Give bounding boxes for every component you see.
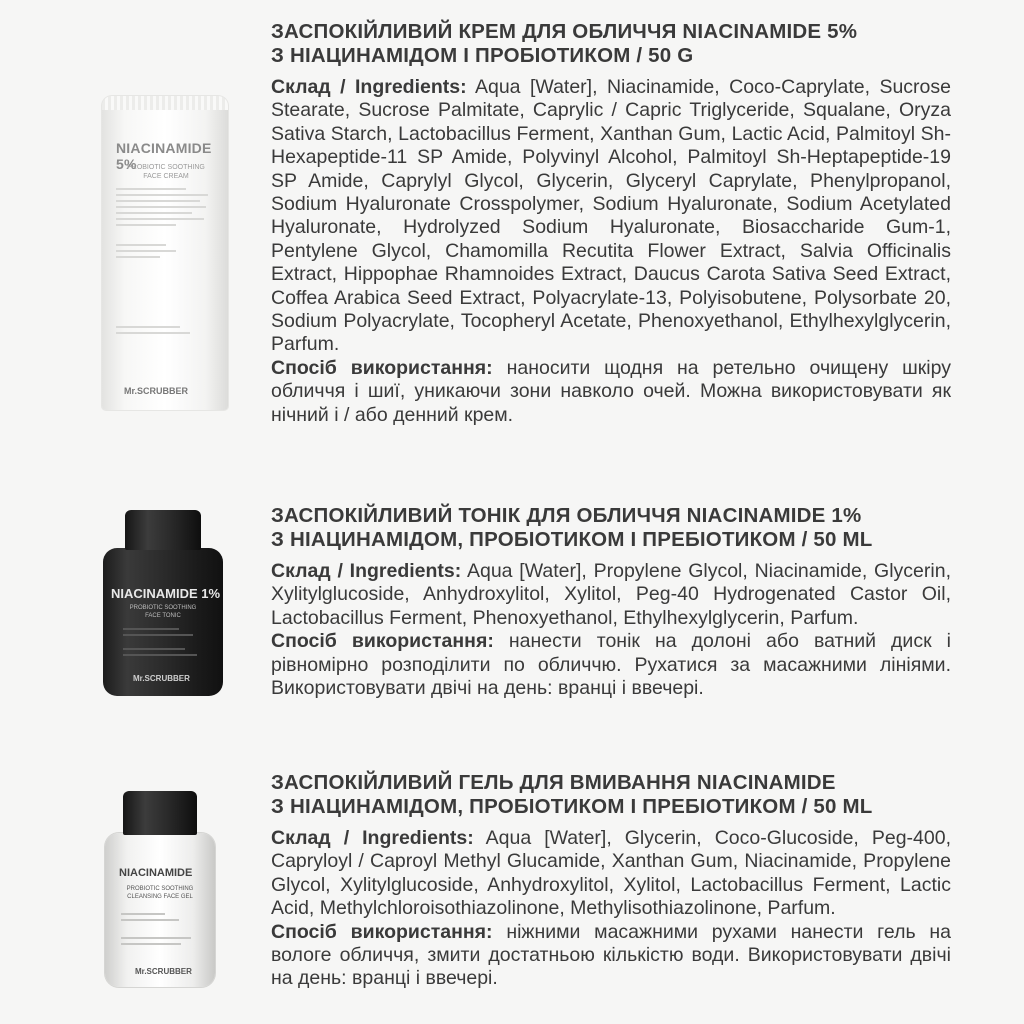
- bottle-cap: [123, 791, 197, 835]
- ingredients-label: Склад / Ingredients:: [271, 827, 474, 849]
- tube-crimp: [102, 96, 228, 110]
- package-logo: Mr.SCRUBBER: [133, 674, 190, 683]
- fine-print-line: [116, 326, 180, 328]
- ingredients-label: Склад / Ingredients:: [271, 560, 462, 582]
- usage-paragraph: [271, 630, 951, 700]
- fine-print-line: [116, 250, 176, 252]
- ingredients-paragraph: [271, 76, 951, 357]
- heading-line-2: З НІАЦИНАМІДОМ, ПРОБІОТИКОМ І ПРЕБІОТИКОМ / 50 ML: [271, 795, 873, 818]
- fine-print-line: [116, 194, 208, 196]
- fine-print-line: [116, 256, 160, 258]
- fine-print-line: [116, 218, 204, 220]
- ingredients-paragraph: [271, 560, 951, 630]
- package-subtitle: PROBIOTIC SOOTHING CLEANSING FACE GEL: [126, 886, 194, 900]
- ingredients-paragraph: [271, 827, 951, 921]
- fine-print-line: [116, 212, 192, 214]
- tonic-bottle-image: [103, 548, 223, 696]
- fine-print-line: [123, 654, 197, 656]
- package-brand: NIACINAMIDE 5%: [116, 140, 212, 172]
- ingredients-label: Склад / Ingredients:: [271, 76, 467, 98]
- fine-print-line: [121, 937, 191, 939]
- fine-print-line: [116, 224, 176, 226]
- fine-print-line: [123, 648, 185, 650]
- product-heading: [271, 20, 951, 68]
- package-logo: Mr.SCRUBBER: [124, 386, 189, 396]
- fine-print-line: [116, 200, 200, 202]
- usage-label: Спосіб використання:: [271, 630, 494, 653]
- usage-text: нанести тонік на долоні або ватний диск і рівномірно розподілити по обличчю. Рухатися за масажними лініями. Використовувати двічі на день: вранці і ввечері.: [271, 630, 951, 700]
- usage-paragraph: [271, 357, 951, 427]
- bottle-cap: [125, 510, 201, 550]
- package-subtitle: PROBIOTIC SOOTHING FACE TONIC: [129, 605, 197, 619]
- product-section-tonic: [271, 504, 951, 700]
- product-section-gel: [271, 771, 951, 991]
- heading-line-1: ЗАСПОКІЙЛИВИЙ ГЕЛЬ ДЛЯ ВМИВАННЯ NIACINAMIDE: [271, 771, 836, 794]
- usage-text: наносити щодня на ретельно очищену шкіру обличчя і шиї, уникаючи зони навколо очей. Можна використовувати як нічний і / або денний крем.: [271, 356, 951, 426]
- product-heading: [271, 771, 951, 819]
- ingredients-list: Aqua [Water], Niacinamide, Coco-Caprylate, Sucrose Stearate, Sucrose Palmitate, Caprylic / Capric Triglyceride, Squalane, Oryza Sativa Starch, Lactobacillus Ferment, Xanthan Gum, Lactic Acid, Palmitoyl Sh-Hexapeptide-11 SP Amide, Polyvinyl Alcohol, Palmitoyl Sh-Heptapeptide-19 SP Amide, Caprylyl Glycol, Glycerin, Glyceryl Caprylate, Phenylpropanol, Sodium Hyaluronate Crosspolymer, Sodium Hyaluronate, Sodium Acetylated Hyaluronate, Hydrolyzed Sodium Hyaluronate, Biosaccharide Gum-1, Pentylene Glycol, Chamomilla Recutita Flower Extract, Salvia Officinalis Extract, Hippophae Rhamnoides Extract, Daucus Carota Sativa Seed Extract, Coffea Arabica Seed Extract, Polyacrylate-13, Polyisobutene, Polysorbate 20, Sodium Polyacrylate, Tocopheryl Acetate, Phenoxyethanol, Ethylhexylglycerin, Parfum.: [271, 76, 951, 356]
- fine-print-line: [121, 913, 165, 915]
- heading-line-2: З НІАЦИНАМІДОМ, ПРОБІОТИКОМ І ПРЕБІОТИКОМ / 50 ML: [271, 528, 873, 551]
- ingredients-list: Aqua [Water], Glycerin, Coco-Glucoside, Peg-400, Capryloyl / Caproyl Methyl Glucamide, Xanthan Gum, Niacinamide, Propylene Glycol, Xylitylglucoside, Anhydroxylitol, Xylitol, Lactobacillus Ferment, Lactic Acid, Methylchloroisothiazolinone, Methylisothiazolinone, Parfum.: [271, 827, 951, 920]
- fine-print-line: [116, 244, 166, 246]
- package-logo: Mr.SCRUBBER: [135, 967, 192, 976]
- gel-bottle-image: [105, 833, 215, 987]
- package-brand: NIACINAMIDE: [119, 867, 193, 879]
- fine-print-line: [116, 332, 190, 334]
- heading-line-2: З НІАЦИНАМІДОМ І ПРОБІОТИКОМ / 50 G: [271, 44, 694, 67]
- usage-label: Спосіб використання:: [271, 920, 493, 943]
- product-section-cream: [271, 20, 951, 427]
- fine-print-line: [121, 943, 181, 945]
- fine-print-line: [123, 634, 193, 636]
- usage-text: ніжними масажними рухами нанести гель на вологе обличчя, змити достатньою кількістю води. Використовувати двічі на день: вранці і ввечері.: [271, 920, 951, 990]
- package-brand: NIACINAMIDE 1%: [111, 586, 221, 601]
- fine-print-line: [116, 206, 206, 208]
- fine-print-line: [116, 188, 186, 190]
- heading-line-1: ЗАСПОКІЙЛИВИЙ ТОНІК ДЛЯ ОБЛИЧЧЯ NIACINAMIDE 1%: [271, 504, 862, 527]
- usage-label: Спосіб використання:: [271, 356, 493, 379]
- cream-tube-image: [102, 96, 228, 410]
- ingredients-list: Aqua [Water], Propylene Glycol, Niacinamide, Glycerin, Xylitylglucoside, Anhydroxylitol, Xylitol, Peg-40 Hydrogenated Castor Oil, Lactobacillus Ferment, Phenoxyethanol, Ethylhexylglycerin, Parfum.: [271, 560, 951, 629]
- product-heading: [271, 504, 951, 552]
- heading-line-1: ЗАСПОКІЙЛИВИЙ КРЕМ ДЛЯ ОБЛИЧЧЯ NIACINAMIDE 5%: [271, 20, 858, 43]
- fine-print-line: [123, 628, 179, 630]
- fine-print-line: [121, 919, 179, 921]
- package-subtitle: PROBIOTIC SOOTHING FACE CREAM: [127, 164, 205, 180]
- usage-paragraph: [271, 921, 951, 991]
